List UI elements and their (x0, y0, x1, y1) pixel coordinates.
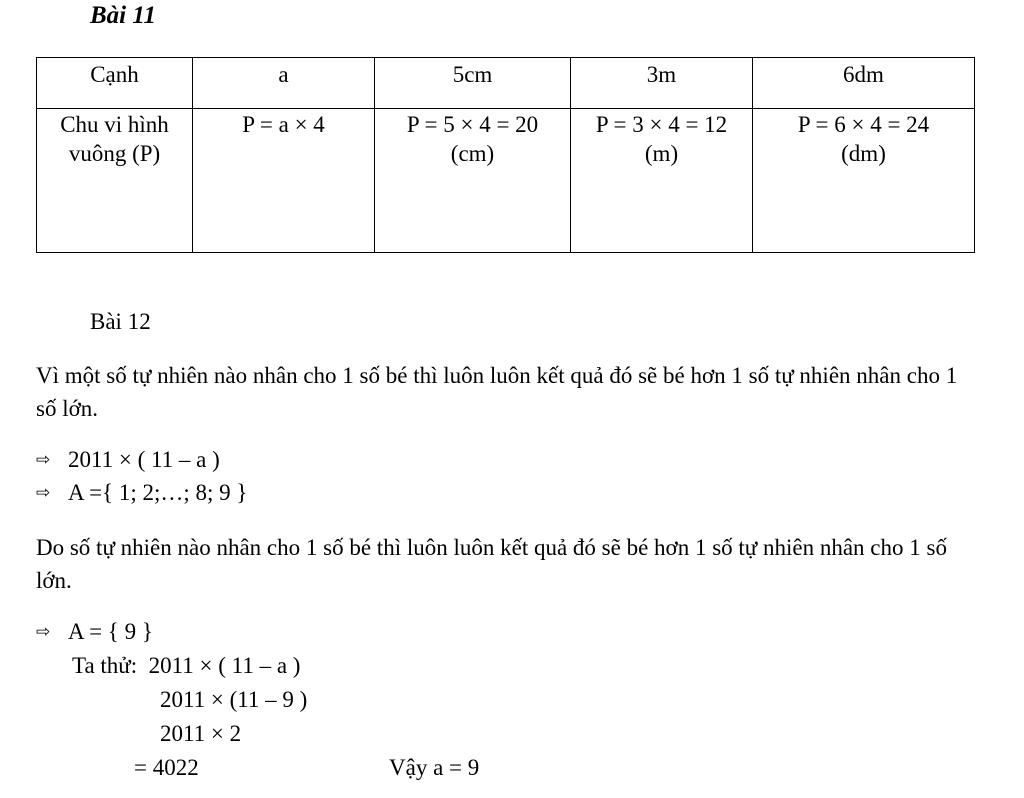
arrow-right-icon: ⇨ (36, 450, 51, 470)
row-label-line-1: Chu vi hình (60, 112, 169, 137)
implication-line-1 (36, 447, 220, 473)
verification-result: = 4022 (134, 755, 199, 780)
header-cell-side: Cạnh (37, 58, 193, 109)
try-label: Ta thử: (72, 653, 138, 678)
explanation-paragraph-1: Vì một số tự nhiên nào nhân cho 1 số bé thì luôn luôn kết quả đó sẽ bé hơn 1 số tự nhiên nhân cho 1 số lớn. (36, 363, 958, 421)
formula: P = 3 × 4 = 12 (595, 112, 728, 137)
header-cell-3m: 3m (571, 58, 753, 109)
header-cell-6dm: 6dm (753, 58, 975, 109)
exercise-11-title: Bài 11 (90, 2, 156, 29)
implication-line-3 (36, 619, 153, 645)
verification-line-3: 2011 × 2 (160, 721, 242, 746)
implication-text: A = { 9 } (68, 619, 153, 644)
row-label-line-2: vuông (P) (68, 141, 161, 166)
explanation-paragraph-2: Do số tự nhiên nào nhân cho 1 số bé thì luôn luôn kết quả đó sẽ bé hơn 1 số tự nhiên nhân cho 1 số lớn. (36, 535, 947, 593)
exercise-12-title: Bài 12 (90, 309, 151, 334)
verification-line-2: 2011 × (11 – 9 ) (160, 687, 308, 712)
perimeter-cell-6dm (753, 109, 975, 253)
table-perimeter-row (37, 109, 975, 253)
verification-line-1 (72, 653, 300, 679)
arrow-right-icon: ⇨ (36, 622, 51, 642)
formula: P = a × 4 (242, 112, 325, 137)
implication-text: A ={ 1; 2;…; 8; 9 } (68, 480, 248, 505)
try-expression: 2011 × ( 11 – a ) (148, 653, 301, 678)
unit: (dm) (841, 141, 886, 166)
arrow-right-icon: ⇨ (36, 483, 51, 503)
perimeter-cell-a (193, 109, 375, 253)
implication-line-2 (36, 480, 247, 506)
perimeter-cell-3m (571, 109, 753, 253)
formula: P = 6 × 4 = 24 (797, 112, 930, 137)
header-cell-a: a (193, 58, 375, 109)
table-header-row (37, 58, 975, 109)
implication-text: 2011 × ( 11 – a ) (68, 447, 220, 472)
perimeter-cell-5cm (375, 109, 571, 253)
row-label-cell (37, 109, 193, 253)
header-cell-5cm: 5cm (375, 58, 571, 109)
formula: P = 5 × 4 = 20 (406, 112, 539, 137)
perimeter-table (36, 57, 975, 253)
unit: (m) (644, 141, 679, 166)
unit: (cm) (450, 141, 495, 166)
conclusion: Vậy a = 9 (389, 755, 480, 780)
